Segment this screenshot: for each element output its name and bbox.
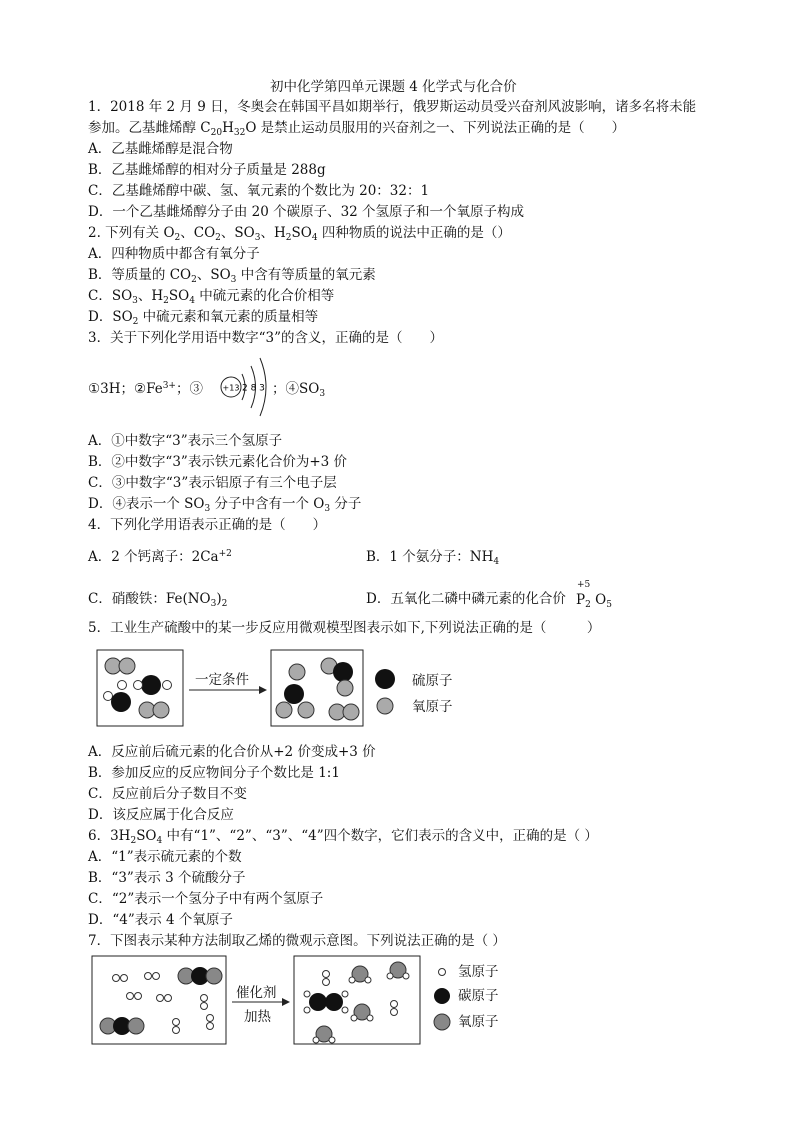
q4-option-b: B．1 个氨分子：$NH_4$	[366, 549, 500, 567]
nucleus-charge: +13	[222, 383, 240, 393]
q6-option-c: C．“2”表示一个氢分子中有两个氢原子	[88, 891, 324, 907]
legend-oxygen-atom	[377, 698, 393, 714]
oxygen-atom	[104, 692, 113, 701]
hydrogen-atom	[313, 1037, 319, 1043]
q7-legend-oxygen-label: 氧原子	[458, 1014, 499, 1030]
q5-option-c: C．反应前后分子数目不变	[88, 786, 247, 802]
q4-valence-mark: +5	[577, 580, 591, 590]
q6-option-a: A．“1”表示硫元素的个数	[88, 849, 242, 865]
q7-legend-carbon-label: 碳原子	[458, 988, 499, 1004]
oxygen-atom	[343, 704, 359, 720]
q4-option-c: C．硝酸铁：$Fe(NO_3)_2$	[88, 591, 228, 609]
q7-stem: 7．下图表示某种方法制取乙烯的微观示意图。下列说法正确的是（ ）	[88, 933, 506, 949]
q6-stem: 6．$3H_2SO_4$ 中有“1”、“2”、“3”、“4”四个数字，它们表示的含义中，正确的是（ ）	[88, 828, 598, 846]
q2-stem: 2. 下列有关 $O_2$、$CO_2$、$SO_3$、$H_2SO_4$ 四种物质的说法中正确的是（）	[88, 225, 511, 243]
q6-option-b: B．“3”表示 3 个硫酸分子	[88, 870, 246, 886]
oxygen-atom	[163, 681, 172, 690]
q2-option-a: A．四种物质中都含有氧分子	[88, 246, 260, 262]
oxygen-atom	[153, 702, 169, 718]
hydrogen-atom	[207, 1023, 214, 1030]
oxygen-atom	[289, 664, 305, 680]
sulfur-atom	[141, 675, 161, 695]
hydrogen-atom	[201, 1003, 208, 1010]
carbon-atom	[325, 993, 343, 1011]
oxygen-atom	[118, 681, 127, 690]
hydrogen-atom	[351, 1015, 357, 1021]
q5-option-a: A．反应前后硫元素的化合价从+2 价变成+3 价	[88, 744, 376, 760]
q3-option-c: C．③中数字“3”表示铝原子有三个电子层	[88, 475, 337, 491]
sulfur-atom	[284, 684, 304, 704]
legend-oxygen-atom	[434, 1014, 450, 1030]
reaction-arrowhead	[259, 686, 267, 694]
sulfur-atom	[333, 662, 353, 682]
legend-sulfur-atom	[375, 669, 395, 689]
hydrogen-atom	[113, 975, 120, 982]
hydrogen-atom	[391, 1009, 398, 1016]
q7-condition-catalyst: 催化剂	[236, 985, 277, 1001]
hydrogen-atom	[207, 1015, 214, 1022]
oxygen-atom	[128, 1018, 144, 1034]
hydrogen-atom	[145, 973, 152, 980]
hydrogen-atom	[323, 971, 330, 978]
hydrogen-atom	[157, 995, 164, 1002]
hydrogen-atom	[349, 977, 355, 983]
hydrogen-atom	[304, 1007, 310, 1013]
q5-option-d: D．该反应属于化合反应	[88, 807, 234, 823]
q1-option-c: C．乙基雌烯醇中碳、氢、氧元素的个数比为 20：32：1	[88, 183, 430, 199]
aluminum-atom-structure-diagram	[218, 354, 278, 418]
hydrogen-atom	[121, 975, 128, 982]
q3-option-a: A．①中数字“3”表示三个氢原子	[88, 433, 283, 449]
q1-stem-line2: 参加。乙基雌烯醇 $C_{20}H_{32}O$ 是禁止运动员服用的兴奋剂之一、下列说法正确的是（ ）	[88, 120, 626, 138]
oxygen-atom	[134, 681, 143, 690]
legend-carbon-atom	[434, 988, 450, 1004]
q3-option-d: D．④表示一个 $SO_3$ 分子中含有一个 $O_3$ 分子	[88, 496, 362, 514]
q5-legend-sulfur-label: 硫原子	[412, 673, 453, 689]
q5-reaction-condition: 一定条件	[195, 672, 249, 688]
page-title: 初中化学第四单元课题 4 化学式与化合价	[270, 79, 517, 95]
carbon-atom	[309, 993, 327, 1011]
q3-formulas-part2: ；$④SO_3$	[272, 381, 326, 399]
hydrogen-atom	[135, 993, 142, 1000]
hydrogen-atom	[173, 1027, 180, 1034]
q4-option-a: A．2 个钙离子：$2Ca^{+2}$	[88, 549, 232, 565]
shell-electron-counts: 2 8 3	[242, 383, 265, 394]
q5-option-b: B．参加反应的反应物间分子个数比是 1:1	[88, 765, 340, 781]
q1-option-a: A．乙基雌烯醇是混合物	[88, 141, 233, 157]
q5-reaction-diagram	[95, 648, 395, 730]
oxygen-atom	[298, 702, 314, 718]
q7-reaction-diagram	[90, 954, 510, 1048]
hydrogen-atom	[165, 995, 172, 1002]
q7-condition-heat: 加热	[244, 1009, 271, 1025]
q3-formulas-part1: ①3H；$②Fe^{3+}$；③	[88, 381, 203, 397]
q4-option-d: D．五氧化二磷中磷元素的化合价	[366, 591, 566, 607]
oxygen-atom	[206, 968, 222, 984]
hydrogen-atom	[201, 995, 208, 1002]
q1-stem-line1: 1．2018 年 2 月 9 日，冬奥会在韩国平昌如期举行，俄罗斯运动员受兴奋剂风波影响，诸多名将未能	[88, 99, 697, 115]
hydrogen-atom	[342, 1007, 348, 1013]
hydrogen-atom	[329, 1037, 335, 1043]
oxygen-atom	[337, 680, 353, 696]
hydrogen-atom	[304, 991, 310, 997]
q3-option-b: B．②中数字“3”表示铁元素化合价为+3 价	[88, 454, 348, 470]
hydrogen-atom	[323, 979, 330, 986]
q4-p2o5-formula: $P_2$ $O_5$	[576, 592, 612, 610]
hydrogen-atom	[365, 977, 371, 983]
oxygen-atom	[276, 702, 292, 718]
hydrogen-atom	[391, 1001, 398, 1008]
hydrogen-atom	[127, 993, 134, 1000]
sulfur-atom	[111, 692, 131, 712]
q2-option-b: B．等质量的 $CO_2$、$SO_3$ 中含有等质量的氧元素	[88, 267, 376, 285]
q3-stem: 3．关于下列化学用语中数字“3”的含义，正确的是（ ）	[88, 330, 443, 346]
q1-option-b: B．乙基雌烯醇的相对分子质量是 288g	[88, 162, 326, 178]
hydrogen-atom	[367, 1015, 373, 1021]
q7-reaction-arrowhead	[282, 998, 290, 1006]
hydrogen-atom	[153, 973, 160, 980]
oxygen-atom	[119, 658, 135, 674]
q4-stem: 4．下列化学用语表示正确的是（ ）	[88, 517, 327, 533]
hydrogen-atom	[342, 991, 348, 997]
hydrogen-atom	[173, 1019, 180, 1026]
q7-legend-hydrogen-label: 氢原子	[458, 964, 499, 980]
q5-legend-oxygen-label: 氧原子	[412, 699, 453, 715]
legend-hydrogen-atom	[439, 969, 446, 976]
q1-option-d: D．一个乙基雌烯醇分子由 20 个碳原子、32 个氢原子和一个氧原子构成	[88, 204, 525, 220]
q2-option-d: D．$SO_2$ 中硫元素和氧元素的质量相等	[88, 309, 319, 327]
hydrogen-atom	[403, 973, 409, 979]
q2-option-c: C．$SO_3$、$H_2SO_4$ 中硫元素的化合价相等	[88, 288, 335, 306]
hydrogen-atom	[387, 973, 393, 979]
q5-stem: 5．工业生产硫酸中的某一步反应用微观模型图表示如下,下列说法正确的是（ ）	[88, 620, 601, 636]
q6-option-d: D．“4”表示 4 个氧原子	[88, 912, 233, 928]
